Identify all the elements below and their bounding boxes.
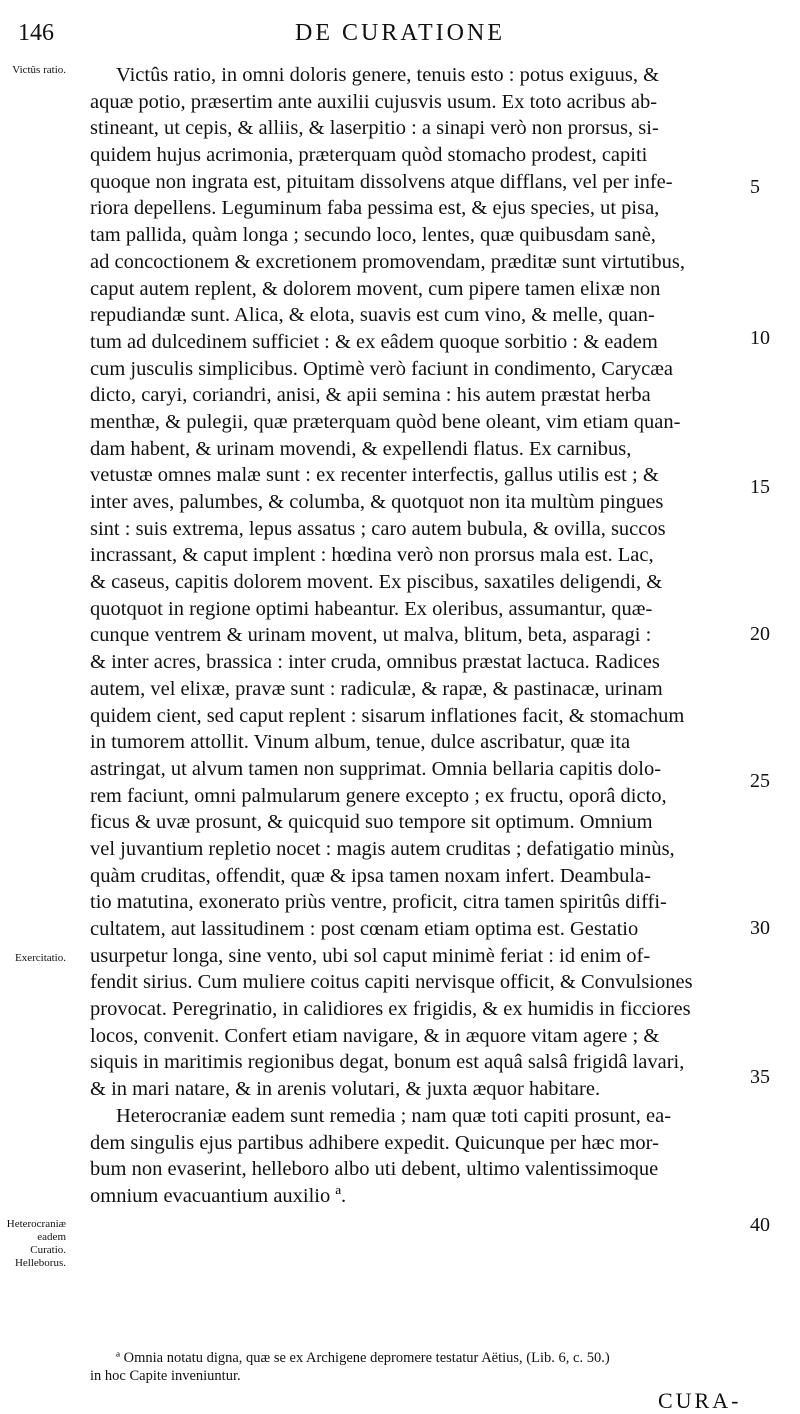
body-line: cultatem, aut lassitudinem : post cœnam etiam optima est. Gestatio <box>90 918 639 940</box>
line-number: 15 <box>750 476 770 498</box>
body-line: riora depellens. Leguminum faba pessima est, & ejus species, ut pisa, <box>90 197 660 220</box>
line-number: 5 <box>750 176 760 198</box>
body-line: tam pallida, quàm longa ; secundo loco, lentes, quæ quibusdam sanè, <box>90 224 656 247</box>
body-line: bum non evaserint, helleboro albo uti debent, ultimo valentissimoque <box>90 1158 659 1181</box>
line-number: 35 <box>750 1066 770 1088</box>
body-line: usurpetur longa, sine vento, ubi sol caput minimè feriat : id enim of- <box>90 944 651 967</box>
body-line: tum ad dulcedinem sufficiet : & ex eâdem quoque sorbitio : & eadem <box>90 330 658 353</box>
body-line: quotquot in regione optimi habeantur. Ex oleribus, assumantur, quæ- <box>90 597 653 620</box>
body-line: & in mari natare, & in arenis volutari, & juxta æquor habitare. <box>90 1078 601 1101</box>
margin-note-victus: Victûs ratio. <box>12 64 66 76</box>
line-number: 40 <box>750 1214 770 1236</box>
body-line: & inter acres, brassica : inter cruda, omnibus præstat lactuca. Radices <box>90 651 660 674</box>
margin-note-exercitatio: Exercitatio. <box>14 952 66 964</box>
body-line: astringat, ut alvum tamen non supprimat. Omnia bellaria capitis dolo- <box>90 757 662 780</box>
body-line: stineant, ut cepis, & alliis, & laserpitio : a sinapi verò non prorsus, si- <box>90 117 659 140</box>
body-line: autem, vel elixæ, pravæ sunt : radiculæ, & rapæ, & pastinacæ, urinam <box>90 677 663 700</box>
footnote-line: in hoc Capite inveniuntur. <box>90 1367 241 1384</box>
body-line: sint : suis extrema, lepus assatus ; caro autem bubula, & ovilla, succos <box>90 517 666 540</box>
page-number: 146 <box>18 20 54 46</box>
body-line: Victûs ratio, in omni doloris genere, tenuis esto : potus exiguus, & <box>116 64 660 86</box>
body-line: inter aves, palumbes, & columba, & quotquot non ita multùm pingues <box>90 491 664 513</box>
footnote-line: ª Omnia notatu digna, quæ se ex Archigene depromere testatur Aëtius, (Lib. 6, c. 50.) <box>116 1350 610 1366</box>
body-line: quidem hujus acrimonia, præterquam quòd stomacho prodest, capiti <box>90 144 648 167</box>
body-line: quàm cruditas, offendit, quæ & ipsa tamen noxam infert. Deambula- <box>90 864 651 887</box>
body-line: dicto, caryi, coriandri, anisi, & apii semina : his autem præstat herba <box>90 384 651 407</box>
body-line: omnium evacuantium auxilio ª. <box>90 1184 347 1207</box>
body-line: vetustæ omnes malæ sunt : ex recenter interfectis, gallus utilis est ; & <box>90 464 659 487</box>
running-head: DE CURATIONE <box>295 20 505 46</box>
body-line: menthæ, & pulegii, quæ præterquam quòd bene oleant, vim etiam quan- <box>90 410 681 433</box>
main-text <box>90 62 750 1210</box>
body-line: ad concoctionem & excretionem promovendam, præditæ sunt virtutibus, <box>90 250 685 273</box>
body-line: incrassant, & caput implent : hœdina verò non prorsus mala est. Lac, <box>90 544 654 567</box>
body-line: cunque ventrem & urinam movent, ut malva, blitum, beta, asparagi : <box>90 624 652 647</box>
line-number: 10 <box>750 327 770 349</box>
body-line: Heterocraniæ eadem sunt remedia ; nam quæ toti capiti prosunt, ea- <box>116 1104 672 1127</box>
body-line: aquæ potio, præsertim ante auxilii cujusvis usum. Ex toto acribus ab- <box>90 90 658 113</box>
body-line: cum jusculis simplicibus. Optimè verò faciunt in condimento, Carycæa <box>90 357 673 380</box>
body-line: siquis in maritimis regionibus degat, bonum est aquâ salsâ frigidâ lavari, <box>90 1051 685 1074</box>
body-line: quoque non ingrata est, pituitam dissolvens atque difflans, vel per infe- <box>90 170 673 193</box>
body-line: rem faciunt, omni palmularum genere excepto ; ex fructu, oporâ dicto, <box>90 784 667 807</box>
body-line: & caseus, capitis dolorem movent. Ex piscibus, saxatiles deligendi, & <box>90 571 663 594</box>
body-line: caput autem replent, & dolorem movent, cum pipere tamen elixæ non <box>90 277 661 300</box>
body-line: ficus & uvæ prosunt, & quicquid suo tempore sit optimum. Omnium <box>90 811 653 834</box>
body-line: fendit sirius. Cum muliere coitus capiti nervisque officit, & Convulsiones <box>90 971 693 994</box>
body-line: repudiandæ sunt. Alica, & elota, suavis est cum vino, & melle, quan- <box>90 304 655 327</box>
footnote <box>90 1350 790 1385</box>
body-line: provocat. Peregrinatio, in calidiores ex frigidis, & ex humidis in ficciores <box>90 998 691 1021</box>
line-number: 20 <box>750 623 770 645</box>
body-line: dam habent, & urinam movendi, & expellendi flatus. Ex carnibus, <box>90 437 632 460</box>
body-line: vel juvantium repletio nocet : magis autem cruditas ; defatigatio minùs, <box>90 837 675 860</box>
line-number: 30 <box>750 917 770 939</box>
margin-note-heterocrania: Heterocraniæ eadem Curatio. Helleborus. <box>6 1218 66 1269</box>
body-line: tio matutina, exonerato priùs ventre, proficit, citra tamen spiritûs diffi- <box>90 891 667 914</box>
catchword: CURA- <box>658 1388 742 1413</box>
body-line: in tumorem attollit. Vinum album, tenue, dulce ascribatur, quæ ita <box>90 731 631 754</box>
line-number: 25 <box>750 770 770 792</box>
body-line: locos, convenit. Confert etiam navigare, & in æquore vitam agere ; & <box>90 1024 660 1047</box>
body-line: quidem cient, sed caput replent : sisarum inflationes facit, & stomachum <box>90 704 685 727</box>
body-line: dem singulis ejus partibus adhibere expedit. Quicunque per hæc mor- <box>90 1131 659 1154</box>
